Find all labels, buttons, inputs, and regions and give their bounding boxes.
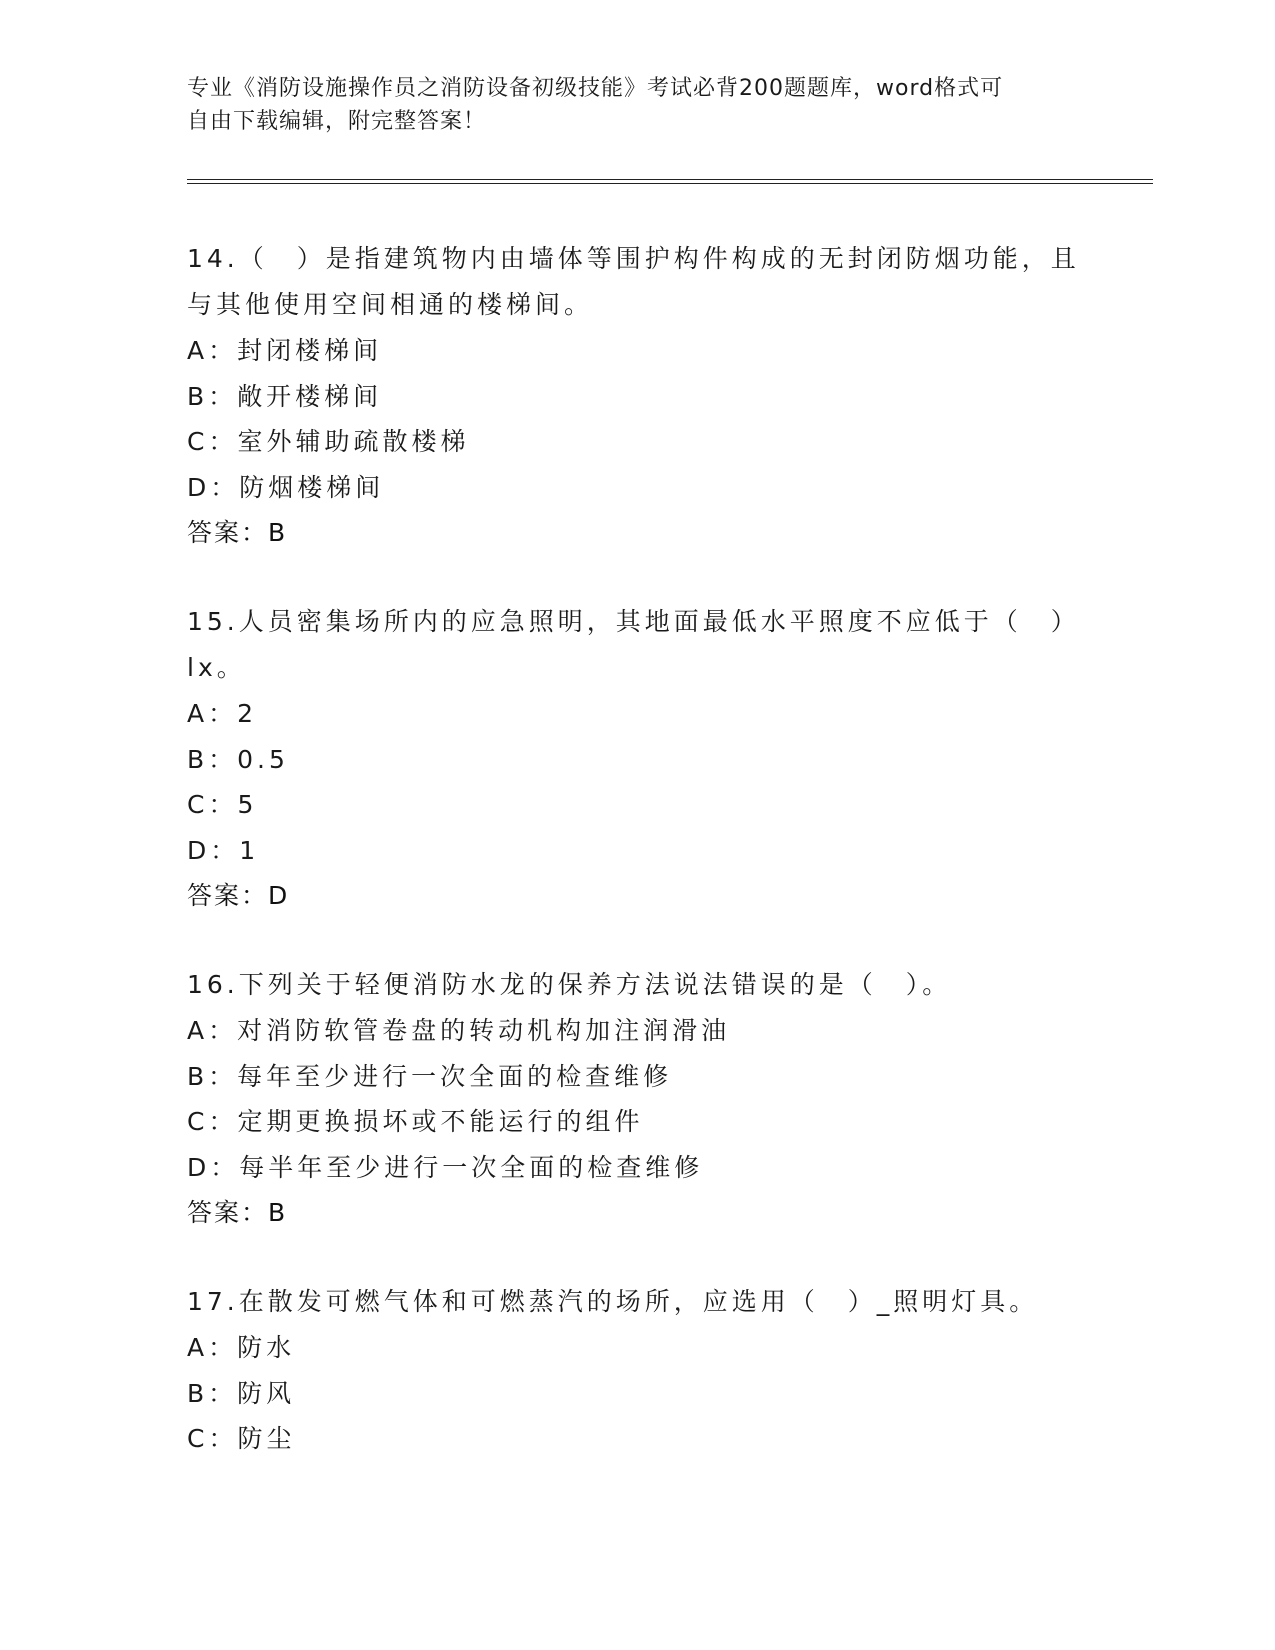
option-text: 防烟楼梯间 xyxy=(239,472,385,502)
question-14 xyxy=(187,236,1087,555)
option-key: C： xyxy=(187,427,238,456)
question-stem-line-2: lx。 xyxy=(187,653,246,682)
question-15 xyxy=(187,599,1087,918)
option-d xyxy=(187,1145,1087,1191)
option-text: 防风 xyxy=(237,1378,296,1408)
option-key: D： xyxy=(187,1152,240,1182)
question-list xyxy=(187,236,1087,1506)
option-c xyxy=(187,1416,1087,1462)
option-key: B： xyxy=(187,744,238,774)
header-line-2: 自由下载编辑，附完整答案！ xyxy=(187,109,487,134)
option-c xyxy=(187,419,1087,465)
header-divider-top xyxy=(187,179,1153,180)
option-key: C： xyxy=(187,790,238,819)
question-stem-line-1: 16.下列关于轻便消防水龙的保养方法说法错误的是（ ）。 xyxy=(187,970,952,999)
option-key: A： xyxy=(187,1016,238,1045)
option-text: 5 xyxy=(237,790,258,819)
question-stem-line-2: 与其他使用空间相通的楼梯间。 xyxy=(187,290,594,319)
question-stem-line-1: 17.在散发可燃气体和可燃蒸汽的场所，应选用（ ）_照明灯具。 xyxy=(187,1287,1039,1316)
option-text: 1 xyxy=(239,835,260,865)
question-16 xyxy=(187,962,1087,1235)
option-d xyxy=(187,828,1087,874)
option-key: B： xyxy=(187,1061,238,1091)
option-key: D： xyxy=(187,835,240,865)
option-text: 每半年至少进行一次全面的检查维修 xyxy=(239,1152,704,1182)
option-key: C： xyxy=(187,1424,238,1453)
option-a xyxy=(187,1325,1087,1371)
option-text: 室外辅助疏散楼梯 xyxy=(237,427,470,456)
option-c xyxy=(187,782,1087,828)
option-text: 敞开楼梯间 xyxy=(237,381,383,411)
header-line-1: 专业《消防设施操作员之消防设备初级技能》考试必背200题题库，word格式可 xyxy=(187,76,1004,101)
option-b xyxy=(187,374,1087,420)
option-a xyxy=(187,691,1087,737)
option-key: A： xyxy=(187,336,238,365)
option-text: 封闭楼梯间 xyxy=(237,336,383,365)
option-key: B： xyxy=(187,381,238,411)
answer: 答案：B xyxy=(187,1198,288,1227)
option-text: 0.5 xyxy=(237,744,289,774)
header-divider-bottom xyxy=(187,183,1153,184)
option-key: C： xyxy=(187,1107,238,1136)
option-b xyxy=(187,1054,1087,1100)
option-text: 定期更换损坏或不能运行的组件 xyxy=(237,1107,644,1136)
option-text: 防水 xyxy=(237,1333,296,1362)
option-key: A： xyxy=(187,699,238,728)
option-text: 防尘 xyxy=(237,1424,296,1453)
option-text: 2 xyxy=(237,699,258,728)
question-stem-line-1: 14.（ ）是指建筑物内由墙体等围护构件构成的无封闭防烟功能，且 xyxy=(187,244,1080,273)
answer: 答案：D xyxy=(187,881,290,910)
option-a xyxy=(187,328,1087,374)
option-c xyxy=(187,1099,1087,1145)
option-key: B： xyxy=(187,1378,238,1408)
question-17 xyxy=(187,1279,1087,1462)
option-a xyxy=(187,1008,1087,1054)
option-d xyxy=(187,465,1087,511)
document-header xyxy=(187,72,1087,138)
option-b xyxy=(187,737,1087,783)
option-key: D： xyxy=(187,472,240,502)
option-b xyxy=(187,1371,1087,1417)
answer: 答案：B xyxy=(187,518,288,547)
option-text: 每年至少进行一次全面的检查维修 xyxy=(237,1061,673,1091)
option-key: A： xyxy=(187,1333,238,1362)
option-text: 对消防软管卷盘的转动机构加注润滑油 xyxy=(237,1016,731,1045)
question-stem-line-1: 15.人员密集场所内的应急照明，其地面最低水平照度不应低于（ ） xyxy=(187,607,1080,636)
